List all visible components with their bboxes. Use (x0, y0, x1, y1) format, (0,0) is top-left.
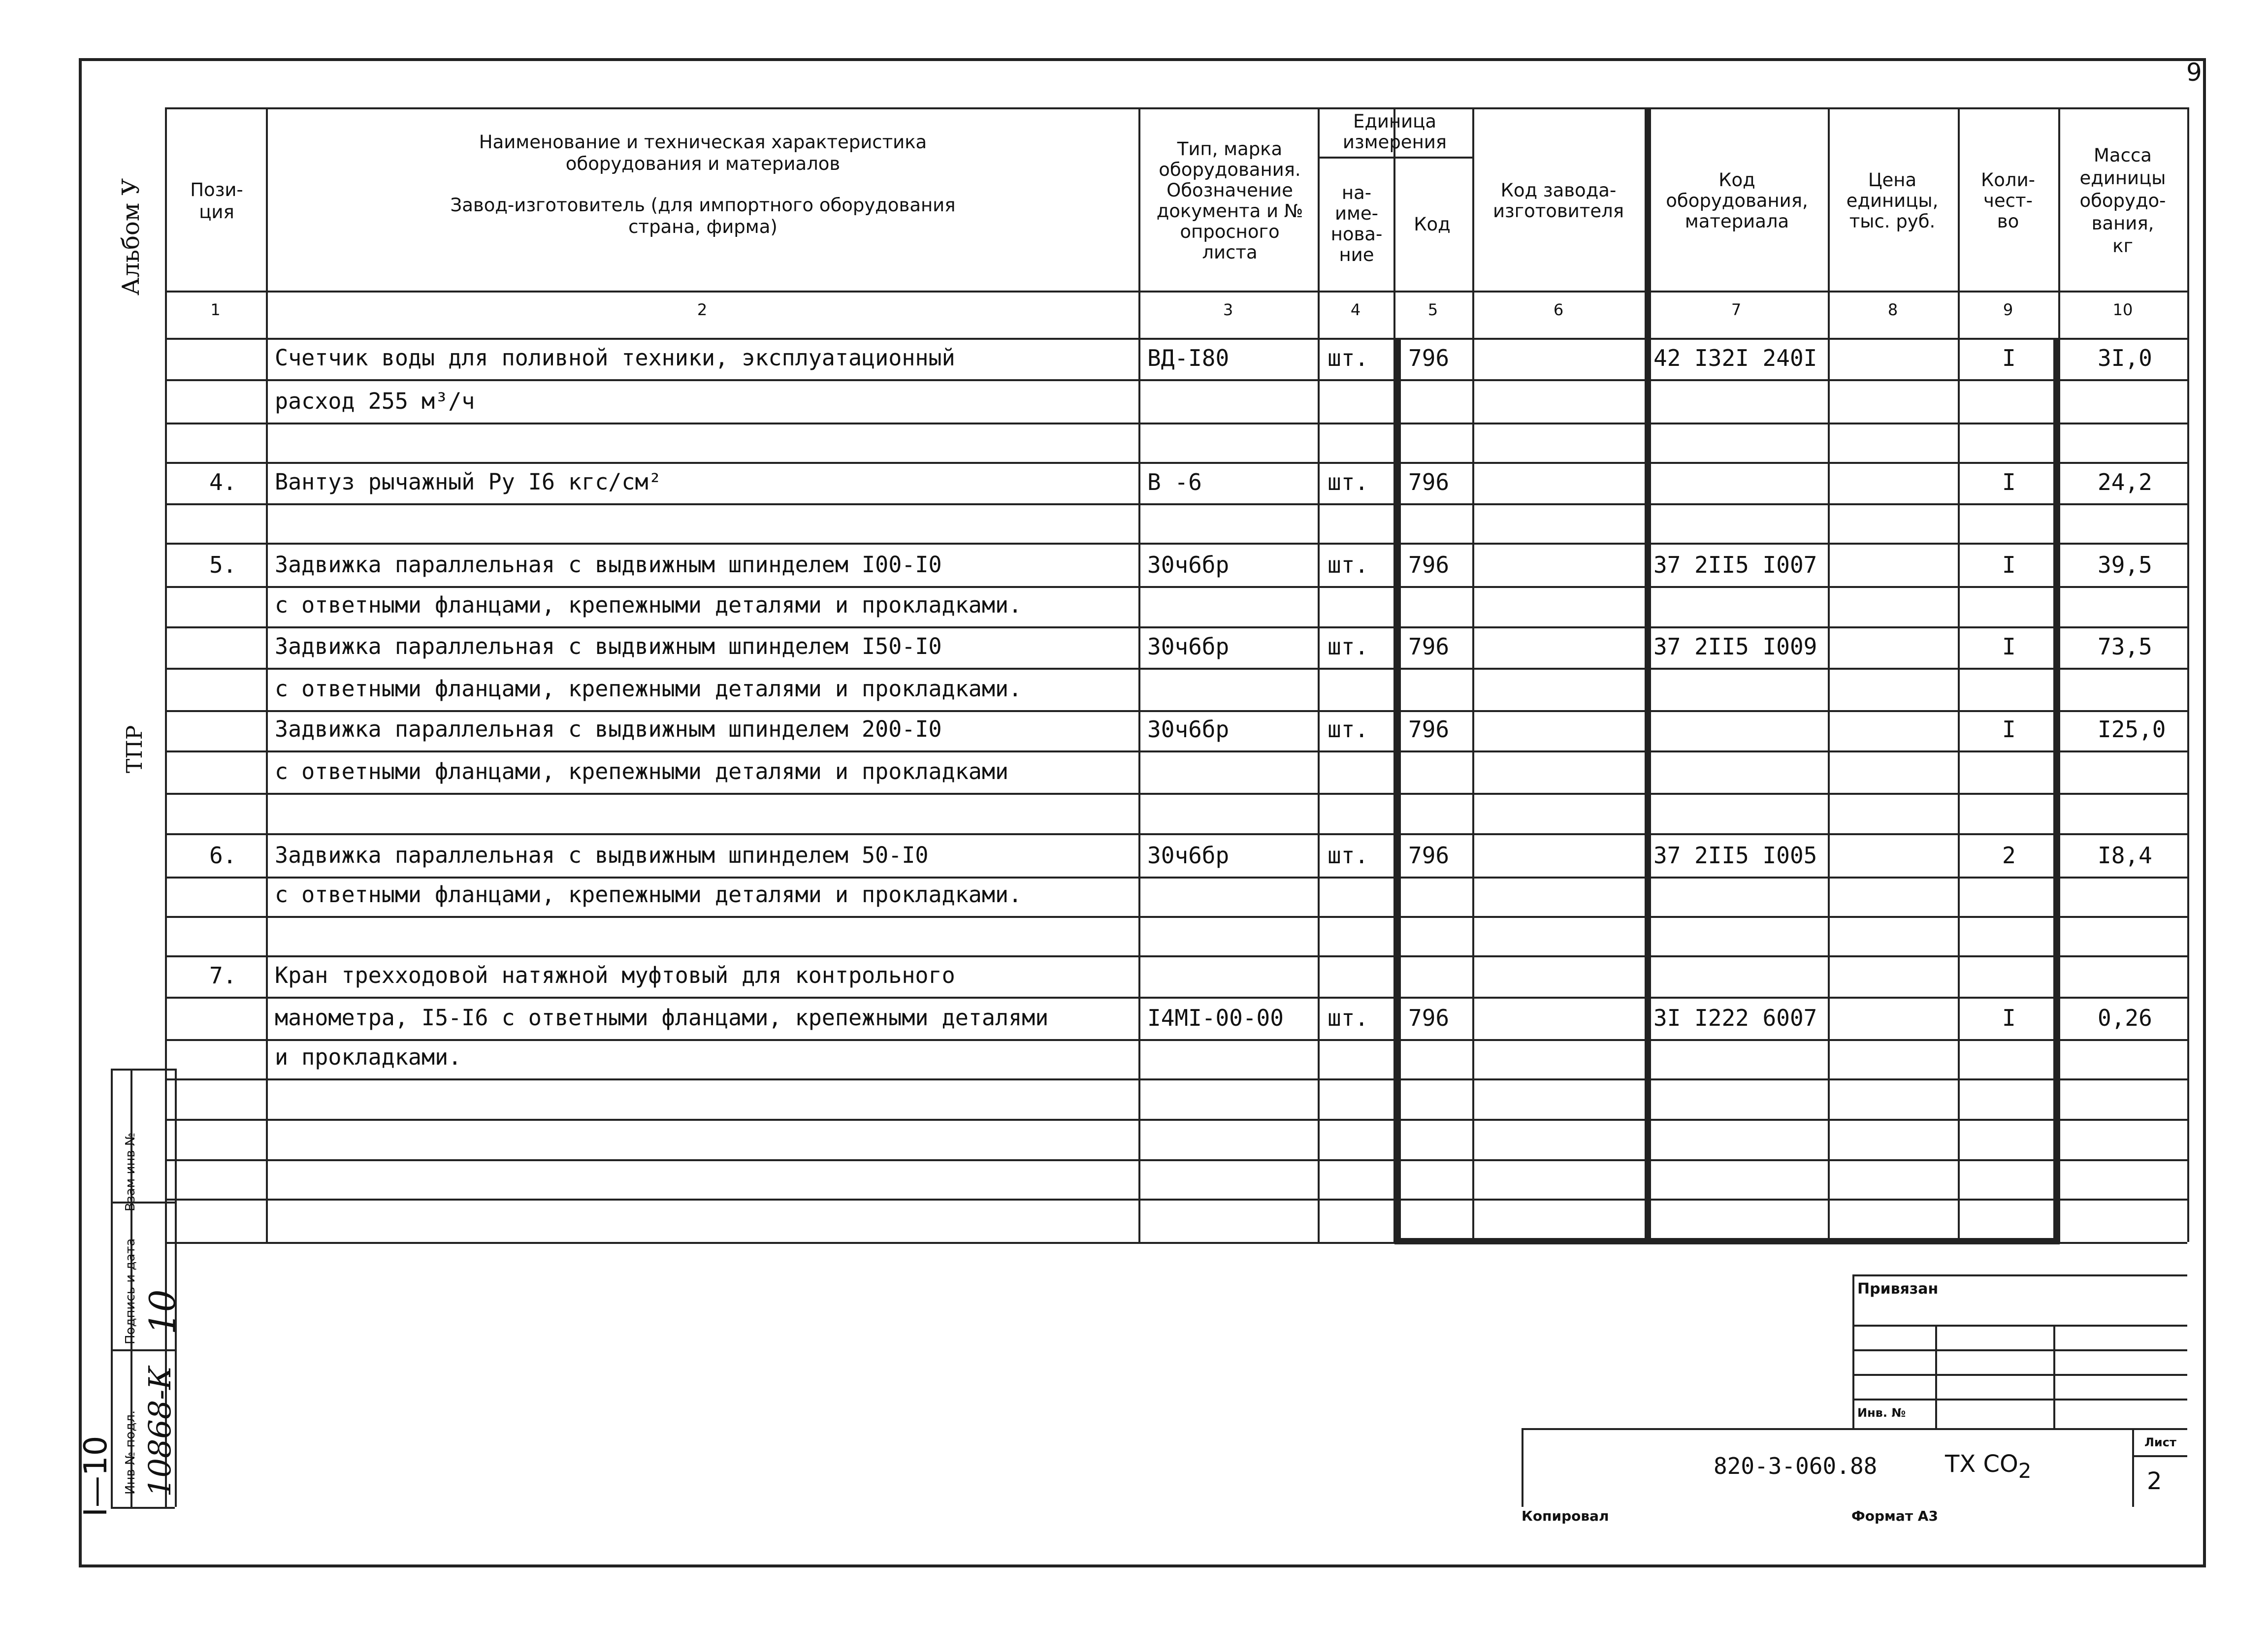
header-unit-code (1394, 158, 1470, 291)
title-block-top-rule (1852, 1274, 2187, 1276)
row-quantity: 2 (2002, 842, 2016, 869)
row-name: с ответными фланцами, крепежными деталями и прокладками. (275, 676, 1022, 702)
row-name: Задвижка параллельная с выдвижным шпинделем I00-I0 (275, 552, 942, 578)
column-numbers-bottom-rule (165, 338, 2187, 340)
row-unit: шт. (1328, 1005, 1369, 1031)
row-quantity: I (2002, 1005, 2016, 1031)
title-doc-mark-text: ТХ СО (1945, 1450, 2018, 1478)
title-main-top-rule (1522, 1428, 2187, 1430)
table-row-rule (165, 1119, 2187, 1121)
header-name-line1: Наименование и техническая характеристика (479, 131, 927, 153)
row-name: Задвижка параллельная с выдвижным шпинделем I50-I0 (275, 633, 942, 659)
table-row-rule (165, 1159, 2187, 1161)
row-unit: шт. (1328, 842, 1369, 869)
title-sheet-rule (2132, 1428, 2134, 1507)
table-row-rule (165, 503, 2187, 505)
row-unit: шт. (1328, 633, 1369, 660)
table-top-rule (165, 107, 2187, 109)
header-price-text: Цена единицы, тыс. руб. (1846, 169, 1939, 232)
row-type: В -6 (1147, 469, 1202, 495)
row-name: с ответными фланцами, крепежными деталями и прокладками. (275, 592, 1022, 618)
title-doc-mark-sub: 2 (2018, 1459, 2032, 1483)
sheet-ref-label: I—10 (78, 1435, 114, 1517)
left-margin-rule (165, 497, 167, 1507)
column-number-9: 9 (2003, 300, 2013, 319)
table-row-rule (165, 750, 2187, 752)
table-row-rule (165, 793, 2187, 795)
page-number: 9 (2186, 58, 2202, 87)
row-unit-code: 796 (1408, 716, 1450, 743)
row-equip-code: 42 I32I 240I (1653, 345, 1817, 371)
table-row-rule (165, 1199, 2187, 1201)
row-type: 30ч6бр (1147, 633, 1230, 660)
header-quantity (1958, 111, 2058, 291)
row-unit-code: 796 (1408, 633, 1450, 660)
row-name: расход 255 м³/ч (275, 388, 475, 414)
row-quantity: I (2002, 469, 2016, 495)
header-equip-code (1647, 111, 1827, 291)
table-row-rule (165, 543, 2187, 545)
title-block-rule-v (1935, 1325, 1937, 1428)
title-sheet-label: Лист (2144, 1435, 2176, 1449)
row-unit-code: 796 (1408, 1005, 1450, 1031)
column-number-1: 1 (210, 300, 221, 319)
row-name: и прокладками. (275, 1044, 462, 1070)
row-name: Вантуз рычажный Ру I6 кгс/см² (275, 469, 662, 495)
row-position: 4. (209, 469, 237, 495)
table-row-rule (165, 1242, 2187, 1244)
row-name: Задвижка параллельная с выдвижным шпинделем 200-I0 (275, 716, 942, 742)
row-mass: 39,5 (2098, 552, 2152, 578)
title-block-rule (1852, 1374, 2187, 1376)
header-unit-group (1320, 107, 1470, 157)
title-sheet-number: 2 (2147, 1467, 2162, 1495)
title-block-rule (1852, 1349, 2187, 1351)
title-attached: Привязан (1857, 1280, 1939, 1298)
row-equip-code: 37 2II5 I005 (1653, 842, 1817, 869)
thick-block-left (1394, 338, 1401, 1242)
table-row-rule (165, 626, 2187, 628)
thick-block-right (2053, 338, 2060, 1242)
row-quantity: I (2002, 633, 2016, 660)
row-quantity: I (2002, 552, 2016, 578)
column-number-3: 3 (1223, 300, 1233, 319)
table-row-rule (165, 668, 2187, 670)
table-row-rule (165, 423, 2187, 424)
row-equip-code: 37 2II5 I009 (1653, 633, 1817, 660)
row-mass: 3I,0 (2098, 345, 2152, 371)
row-mass: I25,0 (2098, 716, 2166, 743)
title-block-left-rule (1852, 1274, 1854, 1428)
table-row-rule (165, 833, 2187, 835)
header-name-line2: оборудования и материалов (565, 153, 841, 174)
row-equip-code: 37 2II5 I007 (1653, 552, 1817, 578)
row-unit-code: 796 (1408, 469, 1450, 495)
stamp-bottom-rule (111, 1507, 175, 1509)
row-unit-code: 796 (1408, 842, 1450, 869)
row-position: 6. (209, 842, 237, 869)
row-unit-code: 796 (1408, 552, 1450, 578)
header-unit-code-text: Код (1414, 213, 1451, 235)
header-type-text: Тип, марка оборудования. Обозначение документа и № опросного листа (1156, 138, 1303, 263)
header-plant-code (1472, 111, 1645, 291)
title-block-rule (1852, 1399, 2187, 1401)
row-unit: шт. (1328, 716, 1369, 743)
column-number-4: 4 (1350, 300, 1361, 319)
row-unit-code: 796 (1408, 345, 1450, 371)
row-position: 7. (209, 962, 237, 989)
row-name: Кран трехходовой натяжной муфтовый для контрольного (275, 962, 955, 988)
row-unit: шт. (1328, 345, 1369, 371)
row-name: манометра, I5-I6 с ответными фланцами, крепежными деталями (275, 1005, 1049, 1031)
header-name-line3: Завод-изготовитель (для импортного оборудования (450, 195, 956, 216)
table-row-rule (165, 379, 2187, 381)
table-row-rule (165, 997, 2187, 999)
header-bottom-rule (165, 291, 2187, 293)
column-number-2: 2 (697, 300, 708, 319)
table-row-rule (165, 462, 2187, 464)
column-number-10: 10 (2112, 300, 2133, 319)
tip-label: ТПР (122, 725, 147, 773)
header-name-line4: страна, фирма) (628, 216, 778, 237)
table-row-rule (165, 1078, 2187, 1080)
header-mass (2059, 111, 2186, 291)
title-format: Формат А3 (1851, 1508, 1938, 1524)
table-row-rule (165, 1039, 2187, 1041)
row-name: Задвижка параллельная с выдвижным шпинделем 50-I0 (275, 842, 929, 868)
row-type: 30ч6бр (1147, 842, 1230, 869)
row-type: ВД-I80 (1147, 345, 1230, 371)
row-quantity: I (2002, 716, 2016, 743)
table-row-rule (165, 955, 2187, 957)
table-row-rule (165, 586, 2187, 588)
row-type: 30ч6бр (1147, 716, 1230, 743)
row-mass: 24,2 (2098, 469, 2152, 495)
header-unit-group-text: Единица измерения (1342, 111, 1447, 153)
row-quantity: I (2002, 345, 2016, 371)
header-unit-name-text: на- име- нова- ние (1330, 182, 1383, 265)
column-number-6: 6 (1553, 300, 1564, 319)
column-number-7: 7 (1731, 300, 1742, 319)
table-row-rule (165, 877, 2187, 879)
table-column-rule (2187, 107, 2189, 1242)
header-name (268, 111, 1137, 291)
title-inv-no: Инв. № (1857, 1406, 1906, 1420)
column-number-5: 5 (1427, 300, 1438, 319)
row-position: 5. (209, 552, 237, 578)
row-type: 30ч6бр (1147, 552, 1230, 578)
header-unit-name (1320, 158, 1393, 291)
row-name: с ответными фланцами, крепежными деталями и прокладками (275, 758, 1009, 784)
header-position (167, 111, 266, 291)
stamp-inv-orig-label: Инв № подл. (123, 1410, 138, 1495)
table-column-rule (266, 107, 268, 1242)
header-position-text: Пози- ция (190, 179, 243, 223)
title-sheet-inner-rule (2132, 1455, 2187, 1457)
stamp-inv-value: 10868-К (142, 1366, 178, 1497)
header-plant-code-text: Код завода- изготовителя (1492, 179, 1624, 222)
row-mass: 0,26 (2098, 1005, 2152, 1031)
title-doc-mark (1945, 1450, 2032, 1483)
row-type: I4MI-00-00 (1147, 1005, 1284, 1031)
table-row-rule (165, 710, 2187, 712)
row-name: Счетчик воды для поливной техники, эксплуатационный (275, 345, 955, 371)
stamp-sign-date-label: Подпись и дата (123, 1238, 138, 1344)
stamp-sign-value: 10 (142, 1289, 183, 1335)
stamp-vzam-label: Взам инв № (123, 1133, 138, 1211)
column-number-8: 8 (1887, 300, 1898, 319)
header-price (1828, 111, 1957, 291)
title-block-rule-v (2053, 1325, 2055, 1428)
title-main-left-rule (1522, 1428, 1523, 1507)
title-copied: Копировал (1522, 1508, 1609, 1524)
row-name: с ответными фланцами, крепежными деталями и прокладками. (275, 881, 1022, 908)
header-type (1140, 111, 1320, 291)
row-unit: шт. (1328, 552, 1369, 578)
header-equip-code-text: Код оборудования, материала (1666, 169, 1808, 232)
row-mass: I8,4 (2098, 842, 2152, 869)
title-block-rule (1852, 1325, 2187, 1327)
album-label: Альбом У (117, 178, 145, 295)
header-mass-text: Масса единицы оборудо- вания, кг (2079, 144, 2166, 257)
row-equip-code: 3I I222 6007 (1653, 1005, 1817, 1031)
table-row-rule (165, 916, 2187, 918)
stamp-outer-rule (111, 1069, 113, 1507)
title-doc-code: 820-3-060.88 (1714, 1453, 1878, 1479)
row-unit: шт. (1328, 469, 1369, 495)
row-mass: 73,5 (2098, 633, 2152, 660)
header-quantity-text: Коли- чест- во (1981, 169, 2035, 232)
